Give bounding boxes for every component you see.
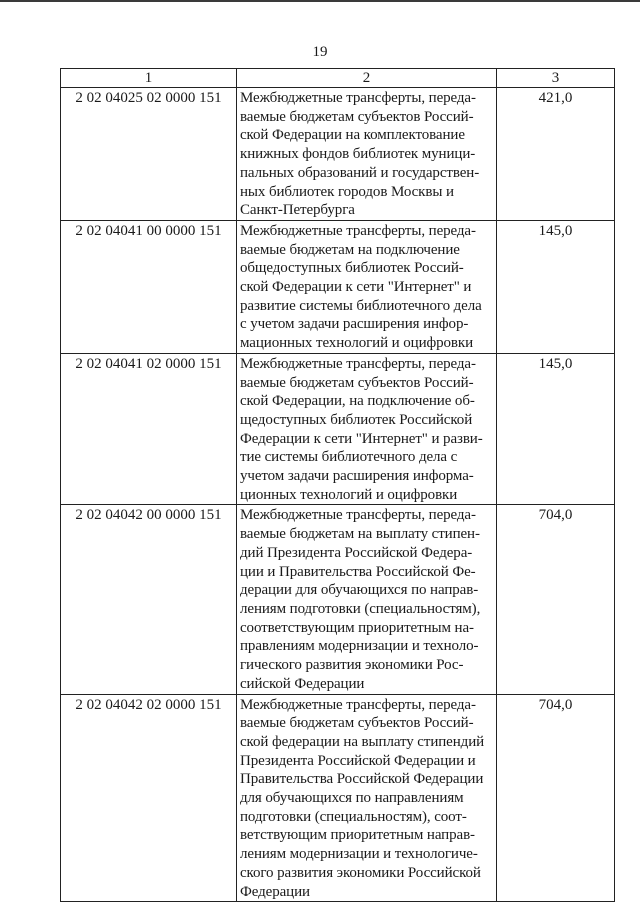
table-row: [61, 694, 615, 902]
row-code: 2 02 04042 02 0000 151: [61, 694, 237, 902]
row-name: [237, 220, 497, 353]
row-name: [237, 505, 497, 694]
budget-table: [60, 68, 615, 902]
row-name-line: Федерации: [240, 883, 310, 900]
row-name-line: ской федерации на выплату стипендий: [240, 733, 485, 750]
row-name-line: Межбюджетные трансферты, переда-: [240, 355, 476, 372]
row-name-line: ваемые бюджетам на подключение: [240, 241, 460, 258]
row-name-line: ции и Правительства Российской Фе-: [240, 563, 476, 580]
row-name-line: ционных технологий и оцифровки: [240, 486, 458, 503]
row-name-line: ского развития экономики Российской: [240, 864, 481, 881]
row-code: 2 02 04041 00 0000 151: [61, 220, 237, 353]
row-name-line: ваемые бюджетам субъектов Россий-: [240, 108, 474, 125]
page-number: 19: [312, 44, 328, 60]
row-name-line: развитие системы библиотечного дела: [240, 297, 482, 314]
row-name-line: тие системы библиотечного дела с: [240, 449, 458, 466]
row-name-line: мационных технологий и оцифровки: [240, 335, 474, 352]
row-name-line: Межбюджетные трансферты, переда-: [240, 696, 476, 713]
row-name-line: ваемые бюджетам на выплату стипен-: [240, 526, 480, 543]
row-name-line: книжных фондов библиотек муници-: [240, 146, 476, 163]
row-code: 2 02 04041 02 0000 151: [61, 353, 237, 505]
row-amount: 421,0: [497, 88, 615, 221]
row-name-line: пальных образований и государствен-: [240, 164, 480, 181]
row-name-line: лениям модернизации и технологиче-: [240, 846, 478, 863]
table-row: [61, 505, 615, 694]
row-name-line: Межбюджетные трансферты, переда-: [240, 507, 476, 524]
row-name-line: подготовки (специальностям), соот-: [240, 808, 467, 825]
row-amount: 145,0: [497, 220, 615, 353]
row-name-line: ской Федерации, на подключение об-: [240, 393, 475, 410]
row-name-line: Межбюджетные трансферты, переда-: [240, 222, 476, 239]
table-row: [61, 353, 615, 505]
row-name-line: для обучающихся по направлениям: [240, 790, 464, 807]
row-code: 2 02 04042 00 0000 151: [61, 505, 237, 694]
row-name: [237, 353, 497, 505]
row-name-line: ской Федерации к сети "Интернет" и: [240, 279, 472, 296]
row-amount: 704,0: [497, 505, 615, 694]
table-row: [61, 220, 615, 353]
row-name-line: правлениям модернизации и техноло-: [240, 638, 479, 655]
row-name-line: ветствующим приоритетным направ-: [240, 827, 475, 844]
row-name-line: ваемые бюджетам субъектов Россий-: [240, 374, 474, 391]
row-name: [237, 694, 497, 902]
row-name-line: с учетом задачи расширения инфор-: [240, 316, 469, 333]
row-name-line: гического развития экономики Рос-: [240, 657, 464, 674]
row-name-line: лениям подготовки (специальностям),: [240, 600, 481, 617]
row-amount: 145,0: [497, 353, 615, 505]
row-name-line: Межбюджетные трансферты, переда-: [240, 90, 476, 106]
row-name: [237, 88, 497, 221]
table-row: [61, 88, 615, 221]
row-name-line: соответствующим приоритетным на-: [240, 619, 474, 636]
scan-top-edge: [0, 0, 640, 2]
row-name-line: дий Президента Российской Федера-: [240, 544, 473, 561]
row-name-line: щедоступных библиотек Российской: [240, 411, 473, 428]
row-code: 2 02 04025 02 0000 151: [61, 88, 237, 221]
row-name-line: ваемые бюджетам субъектов Россий-: [240, 715, 474, 732]
row-name-line: Правительства Российской Федерации: [240, 771, 484, 788]
column-header-name: 2: [237, 69, 497, 88]
row-amount: 704,0: [497, 694, 615, 902]
column-header-code: 1: [61, 69, 237, 88]
row-name-line: учетом задачи расширения информа-: [240, 468, 474, 485]
row-name-line: Президента Российской Федерации и: [240, 752, 476, 769]
column-header-amount: 3: [497, 69, 615, 88]
row-name-line: общедоступных библиотек Россий-: [240, 260, 464, 277]
row-name-line: сийской Федерации: [240, 675, 365, 692]
row-name-line: ных библиотек городов Москвы и: [240, 183, 454, 200]
row-name-line: Федерации к сети "Интернет" и разви-: [240, 430, 483, 447]
row-name-line: Санкт-Петербурга: [240, 202, 355, 219]
row-name-line: ской Федерации на комплектование: [240, 127, 465, 144]
table-header-row: [61, 69, 615, 88]
row-name-line: дерации для обучающихся по направ-: [240, 582, 479, 599]
